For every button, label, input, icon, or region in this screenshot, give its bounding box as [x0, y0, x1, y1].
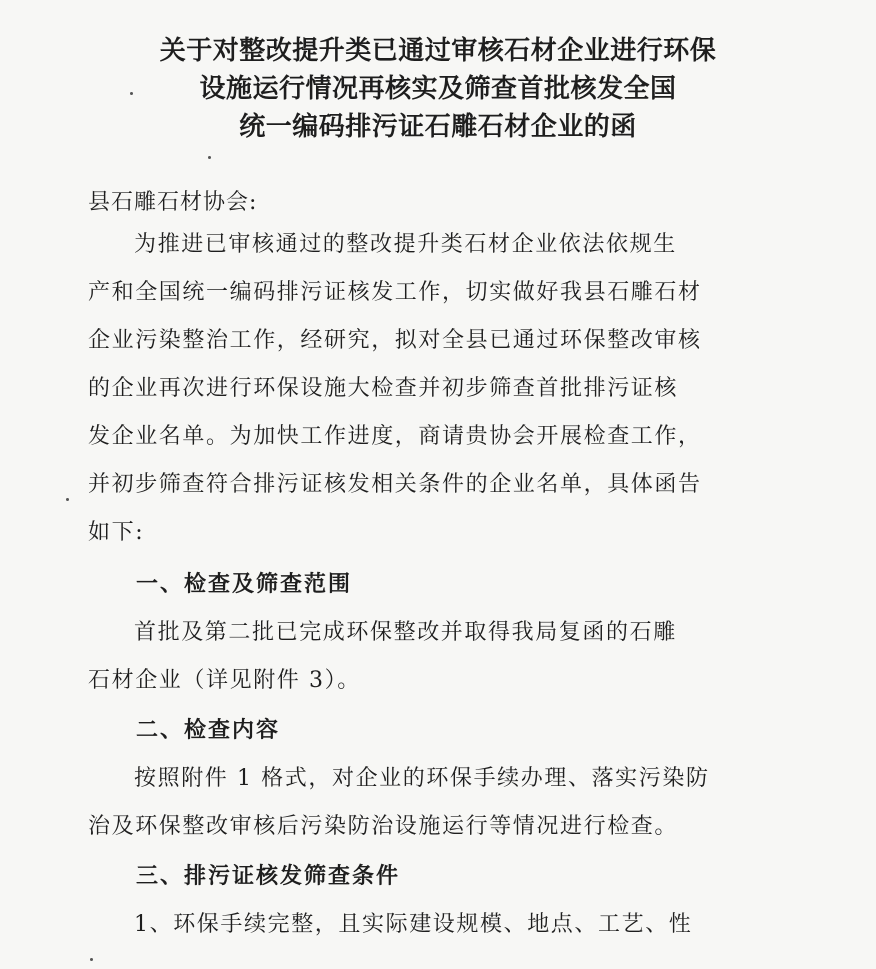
- section-line: 首批及第二批已完成环保整改并取得我局复函的石雕: [134, 620, 677, 645]
- paragraph-line: 企业污染整治工作，经研究，拟对全县已通过环保整改审核: [88, 328, 702, 353]
- section-line: 治及环保整改审核后污染防治设施运行等情况进行检查。: [88, 814, 679, 839]
- scan-speck: [90, 958, 93, 961]
- title-line-1: 关于对整改提升类已通过审核石材企业进行环保: [159, 36, 717, 66]
- scan-speck: [66, 498, 69, 501]
- paragraph-line: 产和全国统一编码排污证核发工作，切实做好我县石雕石材: [88, 280, 702, 305]
- salutation: 县石雕石材协会:: [88, 190, 258, 215]
- section-heading-scope: 一、检查及筛查范围: [136, 572, 353, 597]
- section-line: 石材企业（详见附件 3）。: [88, 668, 361, 693]
- paragraph-line: 并初步筛查符合排污证核发相关条件的企业名单，具体函告: [88, 472, 702, 497]
- title-line-3: 统一编码排污证石雕石材企业的函: [239, 112, 637, 142]
- paragraph-line: 发企业名单。为加快工作进度，商请贵协会开展检查工作，: [88, 424, 702, 449]
- scan-speck: [130, 92, 133, 95]
- paragraph-line: 为推进已审核通过的整改提升类石材企业依法依规生: [134, 232, 677, 257]
- section-line: 1、环保手续完整，且实际建设规模、地点、工艺、性: [134, 912, 693, 937]
- section-line: 按照附件 1 格式，对企业的环保手续办理、落实污染防: [134, 766, 710, 791]
- paragraph-line: 如下:: [88, 520, 145, 545]
- section-heading-content: 二、检查内容: [136, 718, 281, 743]
- section-heading-conditions: 三、排污证核发筛查条件: [136, 864, 401, 889]
- document-title: [60, 32, 816, 146]
- paragraph-line: 的企业再次进行环保设施大检查并初步筛查首批排污证核: [88, 376, 679, 401]
- scan-speck: [208, 156, 211, 159]
- title-line-2: 设施运行情况再核实及筛查首批核发全国: [199, 74, 677, 104]
